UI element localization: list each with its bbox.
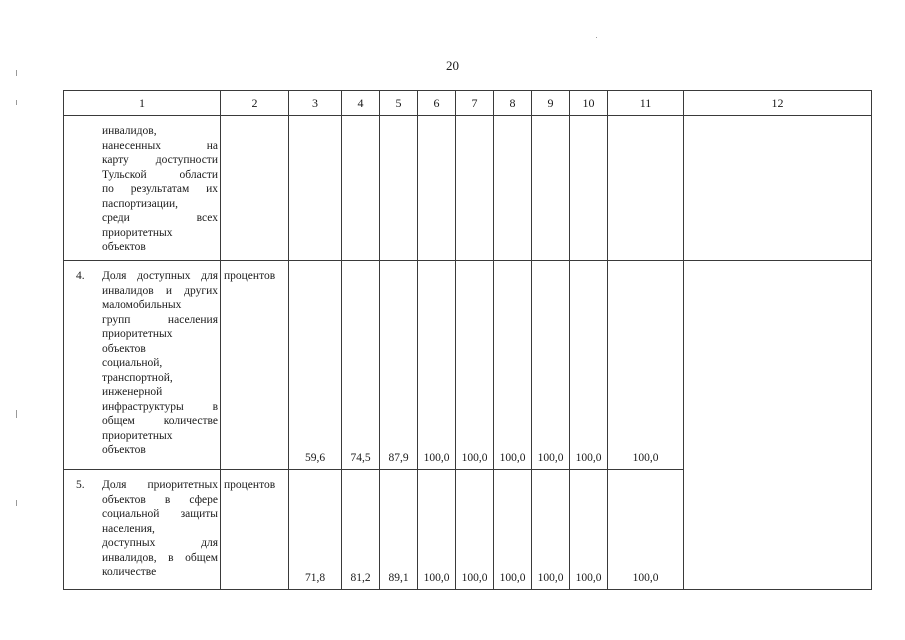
description-line: приоритетных bbox=[102, 429, 173, 442]
value-cell bbox=[342, 116, 380, 261]
value-cell: 87,9 bbox=[380, 261, 418, 470]
value-cell bbox=[494, 116, 532, 261]
col-header-6: 6 bbox=[418, 91, 456, 116]
col-header-1: 1 bbox=[64, 91, 221, 116]
value-cell: 100,0 bbox=[418, 470, 456, 590]
description-line: объектов bbox=[102, 241, 146, 253]
description-line: приоритетных bbox=[102, 328, 173, 340]
indicator-table bbox=[63, 90, 872, 590]
description-line: инвалидов, bbox=[102, 125, 157, 137]
description-line: по результатам их bbox=[102, 183, 218, 195]
description-line: количестве bbox=[102, 566, 157, 578]
units-label: процентов bbox=[224, 479, 276, 491]
notes-cell bbox=[684, 470, 872, 590]
description-line: инженерной bbox=[102, 386, 163, 398]
indicator-description-cell bbox=[64, 116, 221, 261]
units-cell bbox=[221, 261, 289, 470]
description-line: Доля приоритетных bbox=[102, 479, 218, 491]
table-row-5 bbox=[64, 470, 872, 590]
description-line: среди всех bbox=[102, 212, 218, 224]
description-line: карту доступности bbox=[102, 154, 218, 166]
description-line: групп населения bbox=[102, 313, 218, 326]
value-cell bbox=[532, 116, 570, 261]
value-cell: 59,6 bbox=[289, 261, 342, 470]
description-line: инвалидов и других bbox=[102, 284, 218, 297]
value-cell: 100,0 bbox=[494, 470, 532, 590]
scan-artifact bbox=[16, 410, 17, 418]
description-line: социальной защиты bbox=[102, 508, 218, 520]
value-cell bbox=[289, 116, 342, 261]
description-line: социальной, bbox=[102, 357, 163, 369]
description-line: Доля доступных для bbox=[102, 270, 218, 282]
col-header-2: 2 bbox=[221, 91, 289, 116]
col-header-3: 3 bbox=[289, 91, 342, 116]
value-cell: 100,0 bbox=[456, 261, 494, 470]
description-line: паспортизации, bbox=[102, 197, 179, 210]
units-label: процентов bbox=[224, 270, 276, 282]
scan-artifact bbox=[16, 500, 17, 506]
value-cell: 100,0 bbox=[532, 261, 570, 470]
value-cell bbox=[418, 116, 456, 261]
units-cell bbox=[221, 116, 289, 261]
notes-cell bbox=[684, 261, 872, 470]
value-cell bbox=[380, 116, 418, 261]
indicator-description bbox=[102, 470, 218, 580]
header-row bbox=[64, 91, 872, 116]
col-header-11: 11 bbox=[608, 91, 684, 116]
col-header-10: 10 bbox=[570, 91, 608, 116]
description-line: нанесенных на bbox=[102, 139, 218, 152]
value-cell: 71,8 bbox=[289, 470, 342, 590]
value-cell: 100,0 bbox=[532, 470, 570, 590]
col-header-4: 4 bbox=[342, 91, 380, 116]
description-line: инвалидов, в общем bbox=[102, 551, 218, 564]
scan-artifact bbox=[16, 70, 17, 76]
value-cell bbox=[570, 116, 608, 261]
value-cell: 100,0 bbox=[418, 261, 456, 470]
value-cell: 100,0 bbox=[608, 470, 684, 590]
value-cell: 100,0 bbox=[456, 470, 494, 590]
scan-artifact bbox=[596, 37, 597, 38]
notes-cell bbox=[684, 116, 872, 261]
page-number: 20 bbox=[446, 58, 459, 73]
value-cell: 81,2 bbox=[342, 470, 380, 590]
table-row-continuation bbox=[64, 116, 872, 261]
value-cell: 100,0 bbox=[570, 470, 608, 590]
description-line: маломобильных bbox=[102, 299, 182, 311]
col-header-8: 8 bbox=[494, 91, 532, 116]
value-cell: 100,0 bbox=[494, 261, 532, 470]
description-line: объектов bbox=[102, 342, 146, 355]
description-line: транспортной, bbox=[102, 371, 173, 384]
units-cell bbox=[221, 470, 289, 590]
value-cell bbox=[608, 116, 684, 261]
col-header-5: 5 bbox=[380, 91, 418, 116]
value-cell: 89,1 bbox=[380, 470, 418, 590]
indicator-description bbox=[102, 261, 218, 458]
scan-artifact bbox=[16, 100, 17, 105]
value-cell: 74,5 bbox=[342, 261, 380, 470]
description-line: объектов в сфере bbox=[102, 493, 218, 506]
col-header-7: 7 bbox=[456, 91, 494, 116]
indicator-description bbox=[102, 116, 218, 255]
description-line: населения, bbox=[102, 522, 155, 535]
description-line: доступных для bbox=[102, 537, 218, 549]
value-cell: 100,0 bbox=[608, 261, 684, 470]
col-header-9: 9 bbox=[532, 91, 570, 116]
row-number: 5. bbox=[76, 479, 85, 491]
row-number: 4. bbox=[76, 270, 85, 282]
description-line: приоритетных bbox=[102, 226, 173, 239]
description-line: общем количестве bbox=[102, 415, 218, 427]
col-header-12: 12 bbox=[684, 91, 872, 116]
description-line: инфраструктуры в bbox=[102, 400, 218, 413]
indicator-description-cell bbox=[64, 470, 221, 590]
description-line: Тульской области bbox=[102, 168, 218, 181]
description-line: объектов bbox=[102, 444, 146, 456]
value-cell: 100,0 bbox=[570, 261, 608, 470]
indicator-description-cell bbox=[64, 261, 221, 470]
value-cell bbox=[456, 116, 494, 261]
table-row-4 bbox=[64, 261, 872, 470]
